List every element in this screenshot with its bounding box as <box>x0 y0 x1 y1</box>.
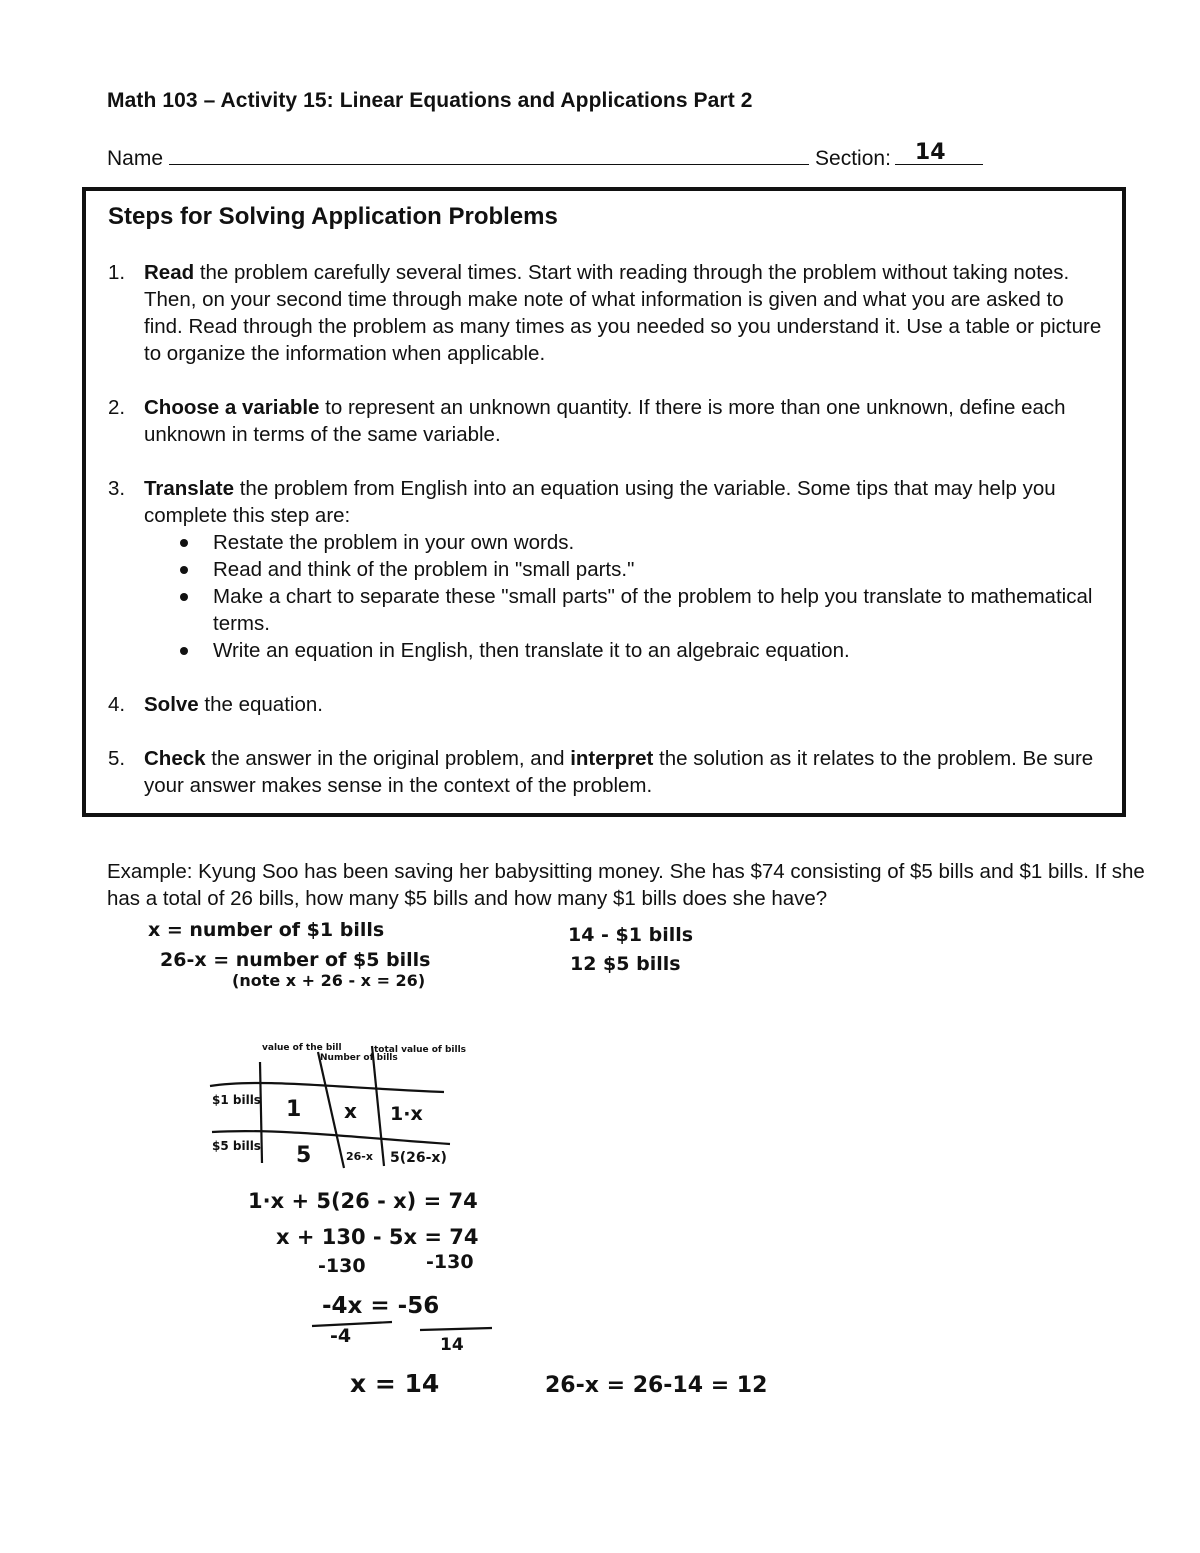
tip-item: Restate the problem in your own words. <box>176 529 1106 556</box>
table-head: Number of bills <box>320 1053 398 1063</box>
table-cell: 26-x <box>346 1150 373 1163</box>
table-cell: 5(26-x) <box>390 1150 447 1166</box>
step-keyword: Solve <box>144 693 199 716</box>
hand-check: (note x + 26 - x = 26) <box>232 971 426 990</box>
step-item <box>106 394 1106 448</box>
step-keyword: Translate <box>144 477 235 500</box>
step-text: the answer in the original problem, and <box>205 747 571 770</box>
hand-equation-4: -4x = -56 <box>322 1293 440 1319</box>
tips-list <box>144 529 1106 664</box>
hand-equation-2: x + 130 - 5x = 74 <box>276 1225 479 1249</box>
tip-item: Write an equation in English, then translate it to an algebraic equation. <box>176 637 1106 664</box>
table-line <box>372 1046 384 1166</box>
step-item <box>106 259 1106 367</box>
step-text-2: the solution as it relates to the problem. Be sure your answer makes sense in the context of the problem. <box>144 747 1094 797</box>
hand-answer-2: 12 $5 bills <box>570 953 681 975</box>
table-line <box>318 1052 344 1168</box>
hand-equation-5a: -4 <box>330 1325 352 1347</box>
step-keyword-2: interpret <box>570 747 654 770</box>
hand-result: x = 14 <box>350 1369 440 1398</box>
name-section-line <box>107 140 1107 171</box>
step-text: the problem carefully several times. Start with reading through the problem without taking notes. Then, on your second time through make note of what information is given and what you are asked to find. Read through the problem as many times as you needed so you understand it. Use a table or picture to organize the information when applicable. <box>144 261 1102 365</box>
hand-check-result: 26-x = 26-14 = 12 <box>545 1373 768 1398</box>
hand-equation-1: 1·x + 5(26 - x) = 74 <box>248 1189 478 1213</box>
section-value: 14 <box>914 140 946 165</box>
step-keyword: Check <box>144 747 206 770</box>
hand-answer-1: 14 - $1 bills <box>568 924 694 946</box>
step-item <box>106 691 1106 718</box>
fraction-bars <box>312 1322 492 1330</box>
table-line <box>212 1131 450 1144</box>
hand-def-2: 26-x = number of $5 bills <box>160 949 431 971</box>
step-number: 2. <box>108 396 126 419</box>
hand-table <box>210 1046 450 1168</box>
name-label: Name <box>107 147 164 170</box>
example-problem: Example: Kyung Soo has been saving her babysitting money. She has $74 consisting of $5 bills and $1 bills. If she has a total of 26 bills, how many $5 bills and how many $1 bills does she have? <box>107 860 1145 910</box>
table-cell: x <box>344 1099 357 1123</box>
table-cell: 1·x <box>390 1103 423 1125</box>
table-cell: 5 <box>296 1143 312 1168</box>
hand-equation-5b: 14 <box>440 1335 464 1355</box>
name-blank[interactable] <box>169 146 809 165</box>
tip-item: Read and think of the problem in "small parts." <box>176 556 1106 583</box>
hand-equation-3b: -130 <box>426 1251 474 1273</box>
hand-def-1: x = number of $1 bills <box>148 919 385 941</box>
step-number: 4. <box>108 693 126 716</box>
step-number: 3. <box>108 477 126 500</box>
step-text: the equation. <box>198 693 323 716</box>
steps-box <box>82 187 1126 817</box>
step-text: the problem from English into an equation using the variable. Some tips that may help you complete this step are: <box>144 477 1056 527</box>
section-blank[interactable] <box>895 140 983 165</box>
table-head: total value of bills <box>374 1045 467 1055</box>
step-keyword: Choose a variable <box>144 396 320 419</box>
table-line <box>210 1083 444 1092</box>
step-item <box>106 475 1106 664</box>
table-cell: 1 <box>286 1097 302 1122</box>
step-text: to represent an unknown quantity. If there is more than one unknown, define each unknown in terms of the same variable. <box>144 396 1066 446</box>
steps-box-title: Steps for Solving Application Problems <box>108 203 558 230</box>
table-cell: $5 bills <box>212 1139 261 1153</box>
step-number: 1. <box>108 261 126 284</box>
step-item <box>106 745 1106 799</box>
table-head: value of the bill <box>262 1043 342 1053</box>
table-line <box>260 1062 262 1163</box>
table-cell: $1 bills <box>212 1093 261 1107</box>
step-keyword: Read <box>144 261 195 284</box>
page-title: Math 103 – Activity 15: Linear Equations and Applications Part 2 <box>107 89 753 112</box>
hand-equation-3a: -130 <box>318 1255 366 1277</box>
section-label: Section: <box>815 147 891 170</box>
steps-list <box>106 259 1106 826</box>
tip-item: Make a chart to separate these "small parts" of the problem to help you translate to mathematical terms. <box>176 583 1106 637</box>
step-number: 5. <box>108 747 126 770</box>
